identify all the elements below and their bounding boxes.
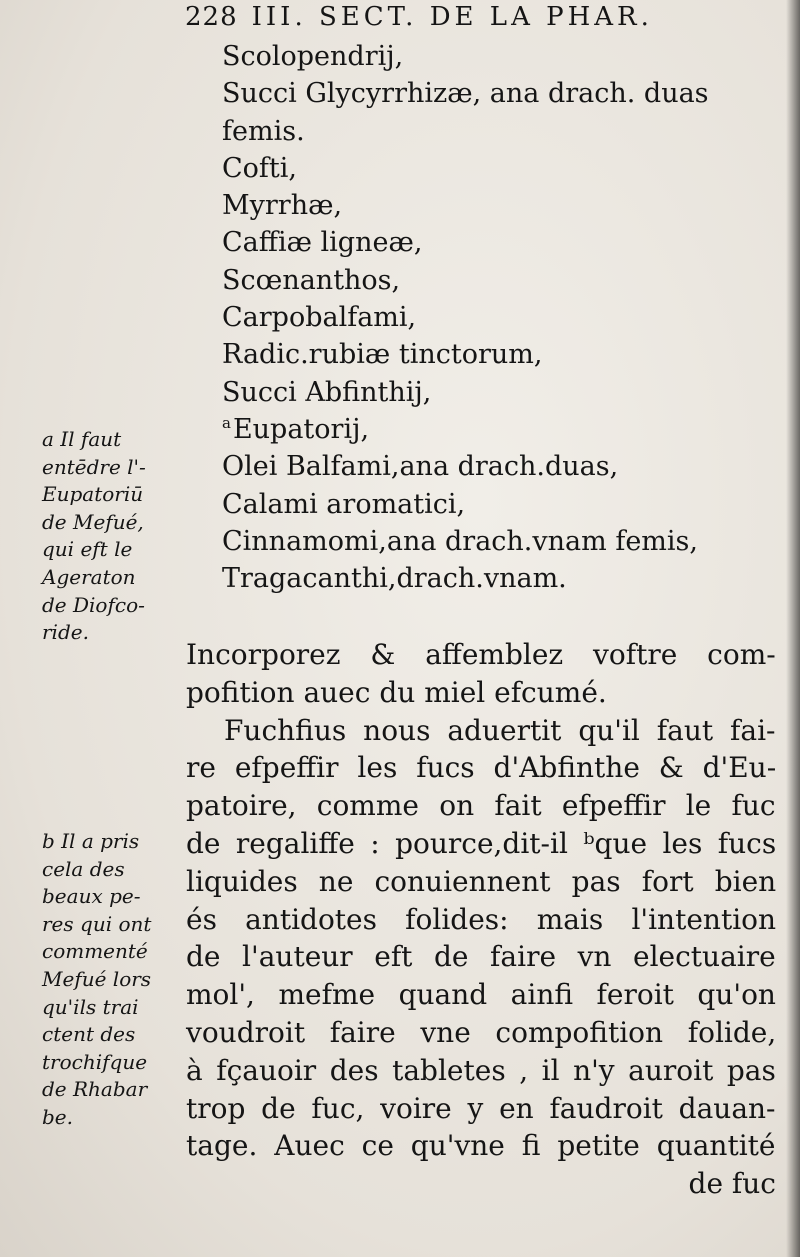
text-line: à fçauoir des tabletes , il n'y auroit pas	[186, 1053, 776, 1087]
text-line: Incorporez & affemblez voftre com-	[186, 638, 776, 671]
margin-note-line: de Mefué,	[42, 509, 144, 534]
ingredient-line	[222, 486, 709, 523]
ingredient-text: Radic.rubiæ tinctorum,	[222, 339, 543, 371]
ingredient-text: Eupatorij,	[232, 413, 370, 445]
margin-note-line: qui eft le	[42, 537, 133, 562]
margin-note-line: beaux pe-	[42, 884, 141, 909]
ingredient-text: Calami aromatici,	[222, 488, 466, 520]
margin-note-line: de Rhabar	[42, 1077, 148, 1102]
ingredient-line	[222, 187, 709, 224]
ingredient-line	[222, 224, 709, 261]
body-text	[186, 636, 776, 1203]
ingredient-line	[222, 38, 709, 75]
text-line: Fuchfius nous aduertit qu'il faut fai-	[224, 713, 776, 747]
ingredient-line	[222, 150, 709, 187]
ingredient-text: Olei Balfami,ana drach.duas,	[222, 451, 619, 483]
margin-note-b	[42, 828, 182, 1132]
page-number: 228	[185, 2, 238, 32]
ingredient-text: Caffiæ ligneæ,	[222, 227, 423, 259]
margin-note-line: a Il faut	[42, 427, 122, 451]
margin-note-line: Mefué lors	[42, 966, 152, 991]
margin-note-line: ride.	[42, 620, 89, 645]
margin-note-line: be.	[42, 1104, 73, 1129]
ingredient-line	[222, 523, 709, 560]
ingredient-text: Myrrhæ,	[222, 190, 343, 222]
book-gutter-shadow	[786, 0, 800, 1257]
ingredient-text: Cofti,	[222, 152, 297, 184]
ingredient-text: Cinnamomi,ana drach.vnam femis,	[222, 525, 698, 557]
text-line: tage. Auec ce qu'vne fi petite quantité	[186, 1129, 776, 1163]
ingredient-line	[222, 411, 709, 448]
ingredient-text: Succi Abfinthij,	[222, 376, 432, 408]
margin-note-line: qu'ils trai	[42, 994, 139, 1019]
margin-note-line: Ageraton	[42, 564, 136, 589]
margin-note-line: Eupatoriū	[42, 482, 144, 507]
margin-note-line: trochifque	[42, 1049, 148, 1074]
ingredient-line	[222, 262, 709, 299]
footnote-marker: a	[222, 413, 231, 432]
text-line: re efpeffir les fucs d'Abfinthe & d'Eu-	[186, 751, 777, 785]
text-line: de regaliffe : pource,dit-il ᵇque les fucs	[186, 826, 777, 860]
margin-note-line: entēdre l'-	[42, 454, 146, 479]
text-line: de fuc	[688, 1167, 776, 1201]
margin-note-line: ctent des	[42, 1022, 136, 1047]
ingredient-line	[222, 448, 709, 485]
ingredient-text: Scœnanthos,	[222, 264, 401, 296]
running-header	[185, 0, 653, 34]
margin-note-line: cela des	[42, 856, 125, 881]
ingredient-line	[222, 374, 709, 411]
ingredient-text: Tragacanthi,drach.vnam.	[222, 563, 567, 595]
ingredient-line	[222, 560, 709, 597]
ingredient-list	[222, 38, 709, 597]
text-line: és antidotes folides: mais l'intention	[186, 902, 777, 936]
running-title: III. SECT. DE LA PHAR.	[251, 2, 653, 32]
text-line: liquides ne conuiennent pas fort bien	[186, 864, 777, 898]
text-line: pofition auec du miel efcumé.	[186, 675, 607, 709]
ingredient-line	[222, 113, 709, 150]
text-line: patoire, comme on fait efpeffir le fuc	[186, 789, 776, 823]
ingredient-text: femis.	[222, 115, 305, 147]
text-line: trop de fuc, voire y en faudroit dauan-	[186, 1091, 776, 1125]
ingredient-text: Succi Glycyrrhizæ, ana drach. duas	[222, 78, 709, 110]
text-line: de l'auteur eft de faire vn electuaire	[186, 940, 776, 974]
ingredient-line	[222, 336, 709, 373]
ingredient-text: Scolopendrij,	[222, 41, 404, 72]
ingredient-line	[222, 75, 709, 112]
margin-note-line: b Il a pris	[42, 829, 140, 853]
margin-note-line: res qui ont	[42, 911, 152, 936]
text-line: mol', mefme quand ainfi feroit qu'on	[186, 978, 776, 1012]
ingredient-text: Carpobalfami,	[222, 302, 417, 334]
margin-note-line: commenté	[42, 939, 148, 964]
ingredient-line	[222, 299, 709, 336]
text-line: voudroit faire vne compofition folide,	[186, 1015, 777, 1049]
margin-note-line: de Diofco-	[42, 592, 145, 617]
margin-note-a	[42, 426, 182, 647]
